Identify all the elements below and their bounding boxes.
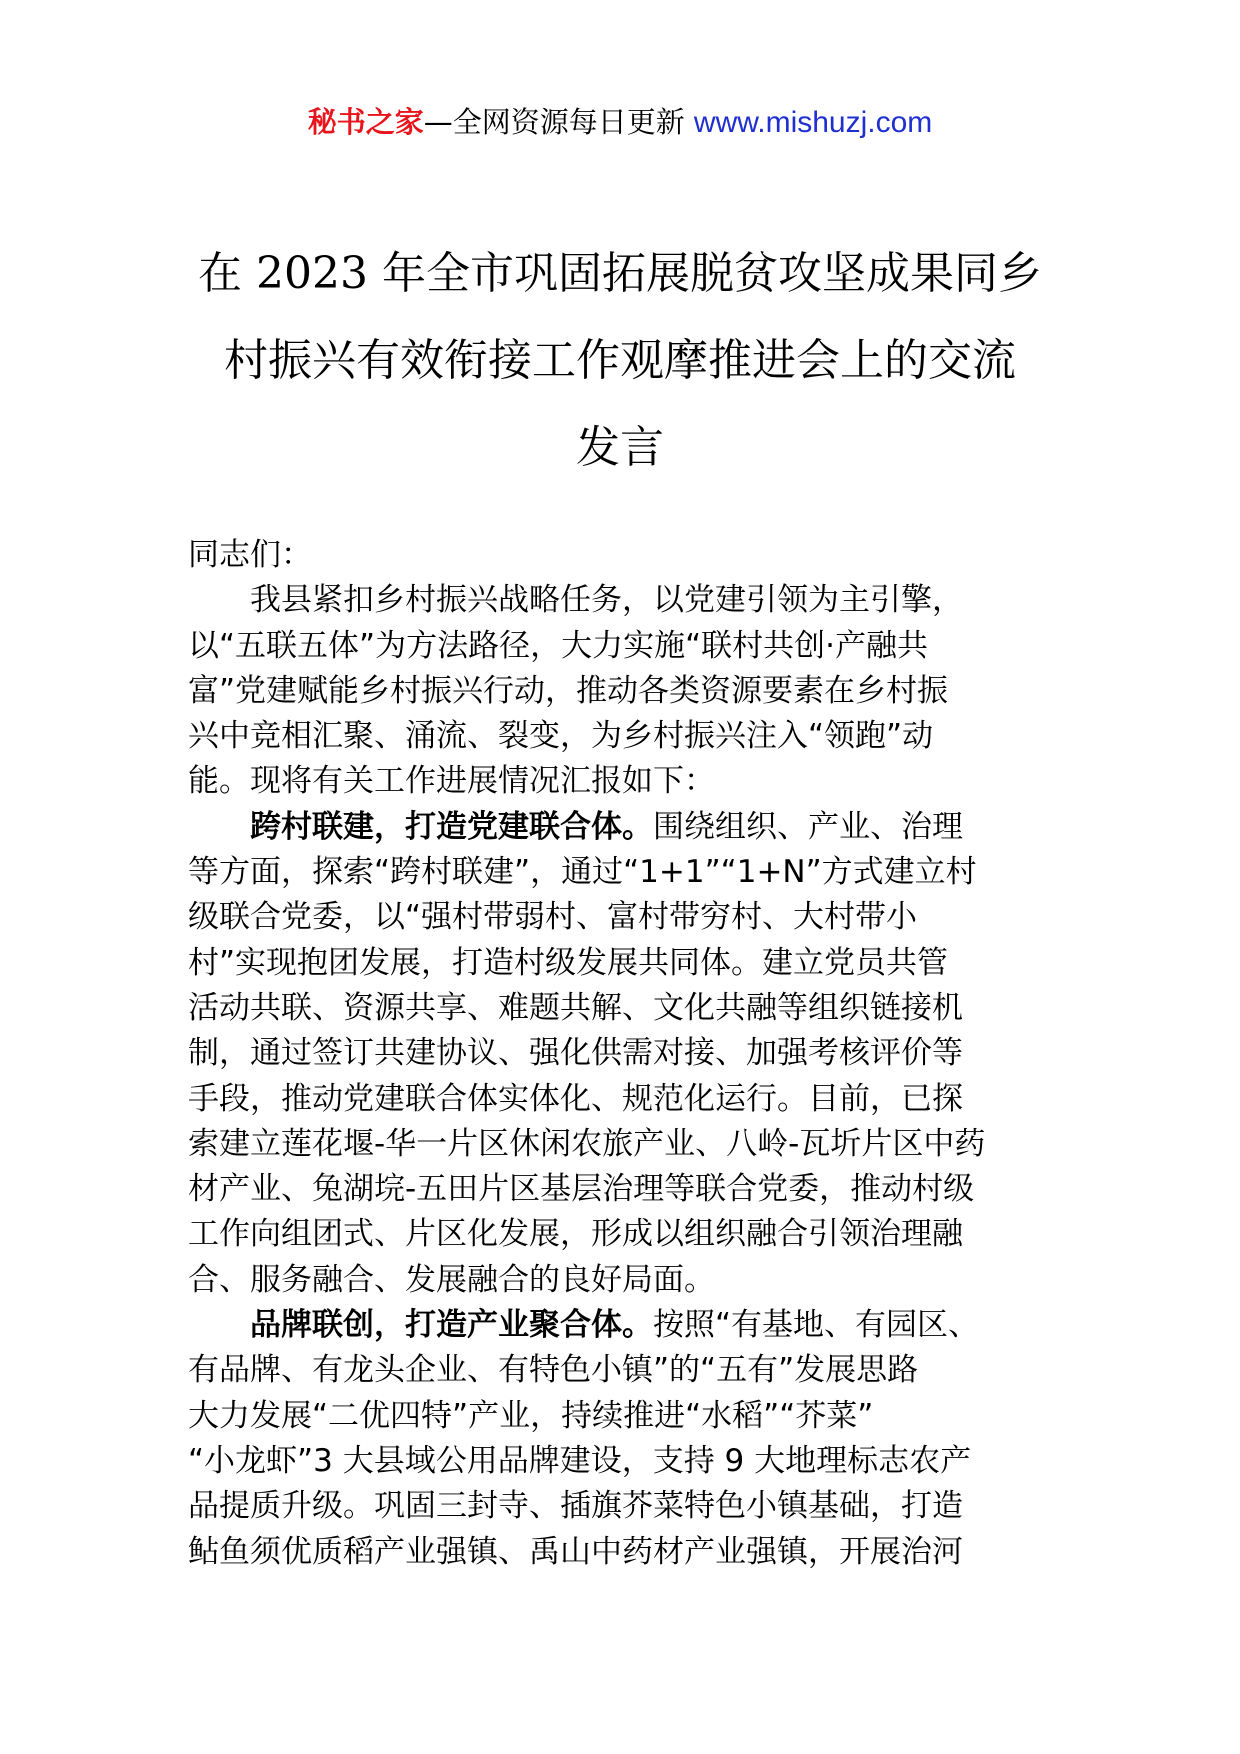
title-line: 村振兴有效衔接工作观摩推进会上的交流 [224,335,1016,386]
text-line: 材产业、兔湖垸-五田片区基层治理等联合党委，推动村级 [188,1171,975,1208]
text-line: 鲇鱼须优质稻产业强镇、禹山中药材产业强镇，开展治河 [188,1533,963,1570]
paragraph-brand [188,1303,1048,1575]
text-line: 品提质升级。巩固三封寺、插旗芥菜特色小镇基础，打造 [188,1488,963,1525]
document-body [188,533,1048,1575]
site-header [0,102,1240,143]
text-line: 手段，推动党建联合体实体化、规范化运行。目前，已探 [188,1080,963,1117]
text-line [188,805,1048,850]
title-line: 发言 [576,422,664,473]
text-line [188,1303,1048,1348]
text-line: 等方面，探索“跨村联建”，通过“1+1”“1+N”方式建立村 [188,854,977,891]
section-heading: 品牌联创，打造产业聚合体。 [250,1307,653,1344]
paragraph-intro [188,578,1048,804]
text-line: 合、服务融合、发展融合的良好局面。 [188,1261,715,1298]
text-fragment: 围绕组织、产业、治理 [653,808,963,845]
text-line: 能。现将有关工作进展情况汇报如下： [188,763,715,800]
document-title [180,230,1060,491]
text-fragment: 按照“有基地、有园区、 [653,1307,980,1344]
site-brand: 秘书之家 [307,105,424,139]
text-line: 工作向组团式、片区化发展，形成以组织融合引领治理融 [188,1216,963,1253]
text-line: 我县紧扣乡村振兴战略任务，以党建引领为主引擎， [250,582,963,619]
text-line: 活动共联、资源共享、难题共解、文化共融等组织链接机 [188,989,963,1026]
section-heading: 跨村联建，打造党建联合体。 [250,808,653,845]
title-line: 在 2023 年全市巩固拓展脱贫攻坚成果同乡 [198,248,1042,299]
site-tagline: —全网资源每日更新 [423,105,694,139]
text-line: 以“五联五体”为方法路径，大力实施“联村共创·产融共 [188,627,929,664]
text-line: 级联合党委，以“强村带弱村、富村带穷村、大村带小 [188,899,918,936]
text-line: “小龙虾”3 大县域公用品牌建设，支持 9 大地理标志农产 [188,1442,972,1479]
text-line: 有品牌、有龙头企业、有特色小镇”的“五有”发展思路 [188,1352,919,1389]
text-line: 大力发展“二优四特”产业，持续推进“水稻”“芥菜” [188,1397,874,1434]
site-url-link[interactable]: www.mishuzj.com [693,106,933,139]
text-line: 富”党建赋能乡村振兴行动，推动各类资源要素在乡村振 [188,672,949,709]
text-line: 制，通过签订共建协议、强化供需对接、加强考核评价等 [188,1035,963,1072]
text-line: 索建立莲花堰-华一片区休闲农旅产业、八岭-瓦圻片区中药 [188,1125,986,1162]
salutation: 同志们： [188,537,312,573]
paragraph-cross-village [188,805,1048,1303]
text-line: 兴中竞相汇聚、涌流、裂变，为乡村振兴注入“领跑”动 [188,718,934,755]
text-line: 村”实现抱团发展，打造村级发展共同体。建立党员共管 [188,944,949,981]
